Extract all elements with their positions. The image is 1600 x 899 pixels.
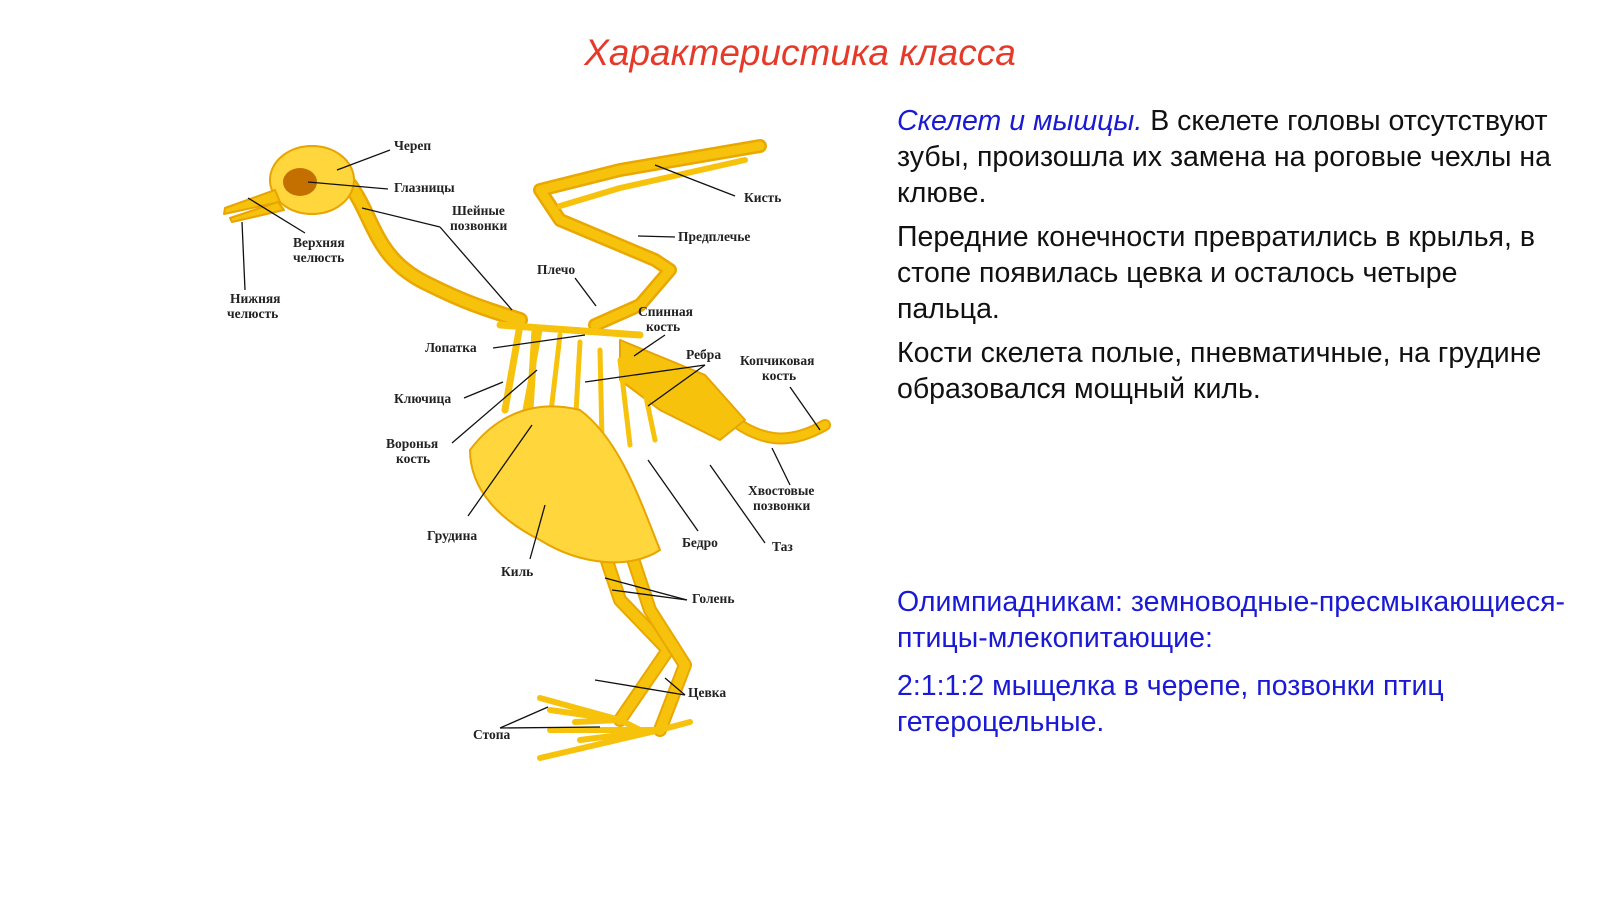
- label-shin: Голень: [692, 591, 735, 606]
- label-tail-vertebrae-1: Хвостовые: [748, 483, 815, 498]
- skeleton-text: В скелете головы отсутствуют зубы, произошла их замена на роговые чехлы на клюве.: [897, 105, 1551, 209]
- olympiad-line-1: Олимпиадникам: земноводные-пресмыкающиеся-птицы-млекопитающие:: [897, 586, 1566, 654]
- label-coccygeal-2: кость: [762, 368, 797, 383]
- label-shoulder: Плечо: [537, 262, 576, 277]
- label-upper-jaw-2: челюсть: [293, 250, 345, 265]
- paragraph-skeleton: [897, 103, 1567, 211]
- skeleton-svg: [200, 110, 860, 790]
- label-hand: Кисть: [744, 190, 782, 205]
- label-keel: Киль: [501, 564, 534, 579]
- label-lower-jaw-1: Нижняя: [230, 291, 281, 306]
- label-tail-vertebrae-2: позвонки: [753, 498, 811, 513]
- skeleton-heading: Скелет и мышцы.: [897, 105, 1143, 137]
- label-lower-jaw-2: челюсть: [227, 306, 279, 321]
- label-orbits: Глазницы: [394, 180, 455, 195]
- paragraph-bones: Кости скелета полые, пневматичные, на грудине образовался мощный киль.: [897, 337, 1542, 405]
- slide-title: Характеристика класса: [584, 32, 1016, 73]
- label-dorsal-bone-1: Спинная: [638, 304, 693, 319]
- label-ribs: Ребра: [686, 347, 722, 362]
- label-coccygeal-1: Копчиковая: [740, 353, 815, 368]
- label-tarsus: Цевка: [688, 685, 727, 700]
- olympiad-note: [897, 584, 1567, 748]
- label-coracoid-1: Воронья: [386, 436, 439, 451]
- label-foot: Стопа: [473, 727, 511, 742]
- label-pelvis: Таз: [772, 539, 793, 554]
- label-neck-vertebrae-2: позвонки: [450, 218, 508, 233]
- label-clavicle: Ключица: [394, 391, 452, 406]
- bird-skeleton-diagram: [200, 110, 860, 790]
- label-skull: Череп: [394, 138, 432, 153]
- label-scapula: Лопатка: [425, 340, 477, 355]
- label-forearm: Предплечье: [678, 229, 751, 244]
- description-column: [897, 103, 1567, 415]
- label-femur: Бедро: [682, 535, 718, 550]
- label-neck-vertebrae-1: Шейные: [452, 203, 505, 218]
- paragraph-limbs: Передние конечности превратились в крылья, в стопе появилась цевка и осталось четыре пальца.: [897, 221, 1535, 325]
- olympiad-line-2: 2:1:1:2 мыщелка в черепе, позвонки птиц гетероцельные.: [897, 670, 1444, 738]
- label-sternum: Грудина: [427, 528, 478, 543]
- label-upper-jaw-1: Верхняя: [293, 235, 345, 250]
- label-coracoid-2: кость: [396, 451, 431, 466]
- label-dorsal-bone-2: кость: [646, 319, 681, 334]
